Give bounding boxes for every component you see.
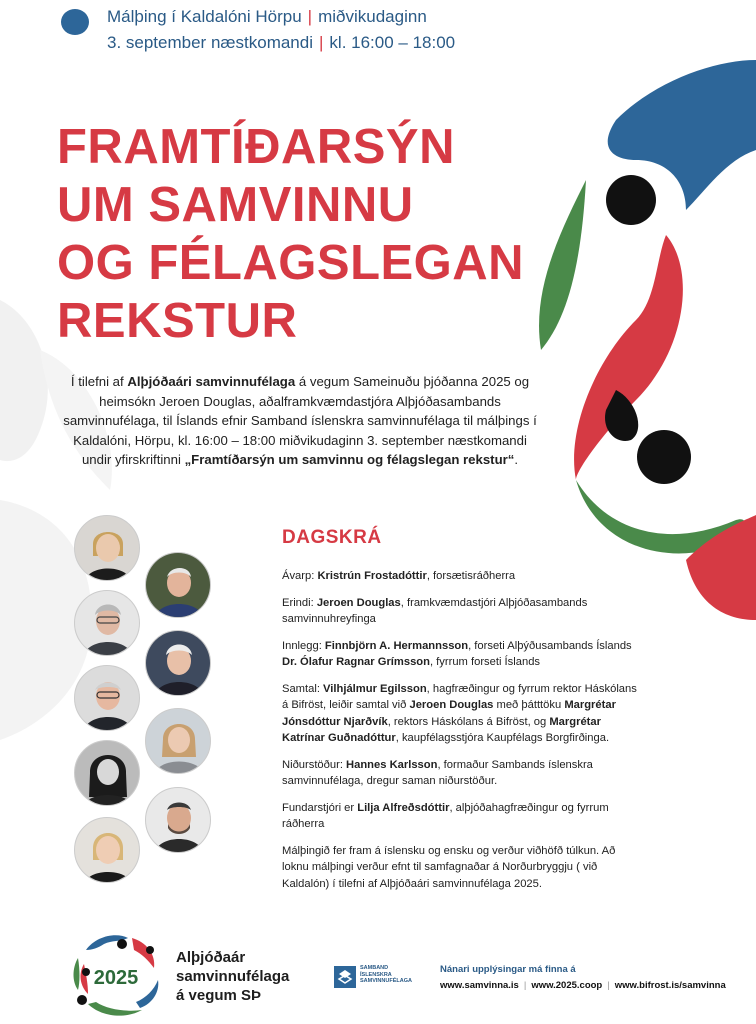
agenda-text: Niðurstöður: (282, 758, 347, 771)
agenda-speaker: Kristrún Frostadóttir (317, 570, 427, 582)
agenda-item-closing-note (282, 843, 642, 893)
date-text: 3. september næstkomandi (107, 33, 313, 52)
agenda-text: , formaður Sambands íslenskra samvinnufélaga, dregur saman niðurstöður. (282, 758, 593, 787)
header-separator: | (319, 33, 324, 52)
intro-text: . (514, 452, 519, 467)
portrait-speaker-4 (145, 630, 211, 696)
portrait-speaker-7 (74, 740, 140, 806)
agenda-text: með þátttöku (493, 699, 565, 711)
agenda-item-lecture (282, 595, 642, 628)
intro-paragraph (60, 372, 540, 470)
agenda-item-address (282, 568, 642, 585)
page-title (57, 118, 524, 350)
logo-line-2: samvinnufélaga (176, 968, 290, 985)
agenda-item-conversation (282, 681, 642, 747)
agenda-text: Innlegg: (282, 639, 325, 652)
samband-line-1: SAMBAND (360, 965, 389, 971)
agenda-text: , rektors Háskólans á Bifröst, og (387, 715, 550, 728)
portrait-speaker-3 (74, 590, 140, 656)
agenda-list (282, 568, 642, 902)
time-text: kl. 16:00 – 18:00 (329, 33, 456, 52)
agenda-text: Ávarp: (282, 570, 318, 582)
agenda-text: , framkvæmdastjóri Alþjóðasambands samvinnuhreyfinga (282, 596, 588, 625)
logo-line-1: Alþjóðaár (176, 949, 246, 966)
agenda-text: Samtal: (282, 682, 324, 695)
agenda-text: Erindi: (282, 596, 317, 609)
samband-logo-text (360, 965, 412, 985)
blue-dot-icon (60, 8, 90, 36)
event-info-header (107, 4, 455, 56)
portrait-speaker-2 (145, 552, 211, 618)
portrait-speaker-5 (74, 665, 140, 731)
agenda-speaker: Dr. Ólafur Ragnar Grímsson (282, 656, 430, 668)
samband-logo-icon (334, 966, 356, 988)
black-dot-1 (606, 175, 656, 225)
weekday-text: miðvikudaginn (318, 7, 427, 26)
samband-line-2: ÍSLENSKRA (360, 971, 392, 978)
title-line-4: REKSTUR (57, 294, 298, 348)
title-line-3: OG FÉLAGSLEGAN (57, 236, 525, 290)
header-line-2 (107, 30, 455, 56)
intro-text: Í tilefni af (70, 374, 128, 389)
logo-year-text: 2025 (93, 967, 139, 989)
intro-text: á vegum Sameinuðu þjóðanna 2025 og heimsókn Jeroen Douglas, aðalframkvæmdastjóra Alþjóðasambands samvinnufélaga, til Íslands efnir Samband íslenskra samvinnufélaga til málþings í Kaldalóni, Hörpu, kl. 16:00 – 18:00 miðvikudaginn 3. september næstkomandi undir yfirskriftinni (63, 374, 537, 467)
agenda-text: Málþingið fer fram á íslensku og ensku og verður viðhöfð túlkun. Að loknu málþingi verður efnt til samfagnaðar á Norðurbryggju ( við Kaldalón) í tilefni af Alþjóðaári samvinnufélaga 2025. (282, 844, 616, 890)
international-year-cooperatives-logo (66, 928, 166, 1020)
portrait-speaker-8 (145, 787, 211, 853)
samband-line-3: SAMVINNUFÉLAGA (360, 978, 412, 984)
agenda-text: , forseti Alþýðusambands Íslands (468, 639, 632, 652)
portrait-speaker-1 (74, 515, 140, 581)
agenda-item-chair (282, 800, 642, 833)
portrait-speaker-6 (145, 708, 211, 774)
header-line-1 (107, 4, 455, 30)
link-samvinna[interactable]: www.samvinna.is (440, 980, 519, 991)
title-line-1: FRAMTÍÐARSÝN (57, 120, 455, 174)
agenda-speaker: Lilja Alfreðsdóttir (357, 801, 450, 814)
agenda-text: , alþjóðahagfræðingur og fyrrum ráðherra (282, 801, 609, 830)
agenda-text: , kaupfélagsstjóra Kaupfélags Borgfirðinga. (395, 732, 610, 744)
international-year-text (176, 948, 289, 1005)
intro-bold: „Framtíðarsýn um samvinnu og félagslegan rekstur“ (184, 452, 515, 467)
agenda-text: Fundarstjóri er (282, 801, 358, 814)
agenda-heading: DAGSKRÁ (282, 527, 382, 548)
agenda-speaker: Finnbjörn A. Hermannsson (324, 639, 469, 652)
venue-text: Málþing í Kaldalóni Hörpu (107, 7, 302, 26)
title-line-2: UM SAMVINNU (57, 178, 414, 232)
more-info-label: Nánari upplýsingar má finna á (440, 964, 576, 975)
cooperative-emblem-shapes (536, 60, 756, 620)
link-bifrost[interactable]: www.bifrost.is/samvinna (614, 980, 726, 991)
agenda-speaker: Margrétar Katrínar Guðnadóttur (282, 715, 601, 744)
footer-links (440, 980, 726, 991)
agenda-item-conclusions (282, 757, 642, 790)
green-shape-top (539, 180, 586, 350)
agenda-text: , hagfræðingur og fyrrum rektor Háskólans á Bifröst, leiðir samtal við (282, 682, 637, 711)
agenda-text: , forsætisráðherra (426, 570, 516, 582)
black-dot-2 (637, 430, 691, 484)
agenda-speaker: Vilhjálmur Egilsson (323, 682, 427, 695)
header-separator: | (307, 7, 313, 26)
agenda-speaker: Jeroen Douglas (316, 596, 401, 609)
agenda-item-contributions (282, 638, 642, 671)
logo-line-3: á vegum SÞ (176, 987, 262, 1004)
link-separator: | (607, 980, 610, 991)
agenda-speaker: Margrétar Jónsdóttur Njarðvík (282, 699, 616, 728)
intro-bold: Alþjóðaári samvinnufélaga (127, 374, 296, 389)
portrait-speaker-9 (74, 817, 140, 883)
link-2025-coop[interactable]: www.2025.coop (531, 980, 603, 991)
link-separator: | (523, 980, 527, 991)
agenda-speaker: Jeroen Douglas (409, 699, 494, 711)
agenda-text: , fyrrum forseti Íslands (429, 656, 541, 668)
agenda-speaker: Hannes Karlsson (346, 758, 438, 771)
